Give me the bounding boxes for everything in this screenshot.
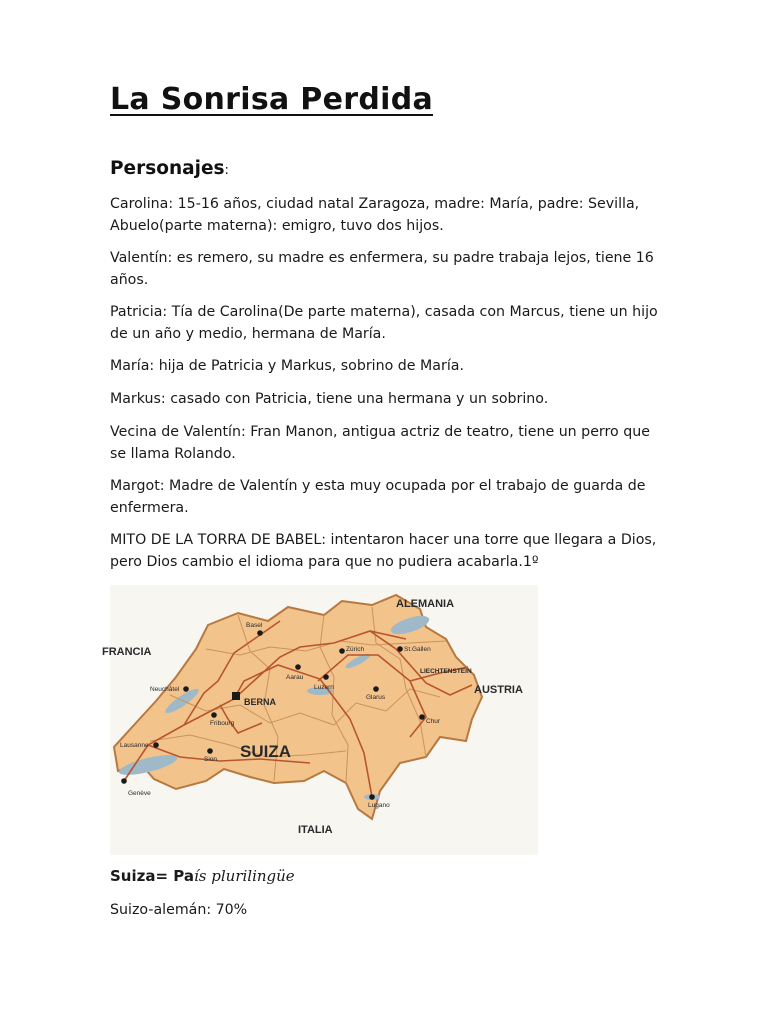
label-francia: FRANCIA <box>102 646 152 658</box>
label-fribourg: Fribourg <box>210 720 235 727</box>
characters-heading-text: Personajes <box>110 158 225 179</box>
caption-suiza <box>110 867 295 885</box>
capital-marker <box>232 692 240 700</box>
paragraph-margot: Margot: Madre de Valentín y esta muy ocupada por el trabajo de guarda de enfermera. <box>110 478 646 516</box>
label-aarau: Aarau <box>286 674 304 681</box>
label-suiza: SUIZA <box>240 742 291 761</box>
paragraph-vecina: Vecina de Valentín: Fran Manon, antigua actriz de teatro, tiene un perro que se llama Rolando. <box>110 424 650 462</box>
caption-plurilingue: ís plurilingüe <box>194 867 295 885</box>
caption-separator: = <box>155 867 174 885</box>
label-stgallen: St.Gallen <box>404 646 431 653</box>
caption-suiza-bold: Suiza <box>110 867 156 885</box>
paragraph-valentin: Valentín: es remero, su madre es enfermera, su padre trabaja lejos, tiene 16 años. <box>110 250 654 288</box>
label-zurich: Zürich <box>346 646 365 653</box>
characters-heading <box>110 158 229 179</box>
label-lugano: Lugano <box>368 802 390 809</box>
label-austria: AUSTRIA <box>474 684 523 696</box>
document-title: La Sonrisa Perdida <box>110 82 434 117</box>
switzerland-map-svg <box>102 585 538 855</box>
label-alemania: ALEMANIA <box>396 598 455 610</box>
label-italia: ITALIA <box>298 824 333 836</box>
label-liechtenstein: LIECHTENSTEIN <box>420 668 472 675</box>
label-luzern: Luzern <box>314 684 334 691</box>
label-lausanne: Lausanne <box>120 742 149 749</box>
paragraph-carolina: Carolina: 15-16 años, ciudad natal Zaragoza, madre: María, padre: Sevilla, Abuelo(parte materna): emigro, tuvo dos hijos. <box>110 196 640 234</box>
label-sion: Sion <box>204 756 218 763</box>
switzerland-map <box>102 585 538 855</box>
label-chur: Chur <box>426 718 441 725</box>
label-basel: Basel <box>246 622 263 629</box>
label-neuchatel: Neuchâtel <box>150 686 180 693</box>
paragraph-markus: Markus: casado con Patricia, tiene una hermana y un sobrino. <box>110 391 549 407</box>
characters-heading-colon: : <box>224 163 229 178</box>
paragraph-mito-babel: MITO DE LA TORRA DE BABEL: intentaron hacer una torre que llegara a Dios, pero Dios cambio el idioma para que no pudiera acabarla.1º <box>110 532 657 570</box>
label-glarus: Glarus <box>366 694 386 701</box>
label-berna: BERNA <box>244 697 277 707</box>
paragraph-maria: María: hija de Patricia y Markus, sobrino de María. <box>110 358 464 374</box>
paragraph-patricia: Patricia: Tía de Carolina(De parte materna), casada con Marcus, tiene un hijo de un año y medio, hermana de María. <box>110 304 658 342</box>
caption-pa-bold: Pa <box>173 867 194 885</box>
language-stat: Suizo-alemán: 70% <box>110 902 248 918</box>
label-geneve: Genève <box>128 790 151 797</box>
